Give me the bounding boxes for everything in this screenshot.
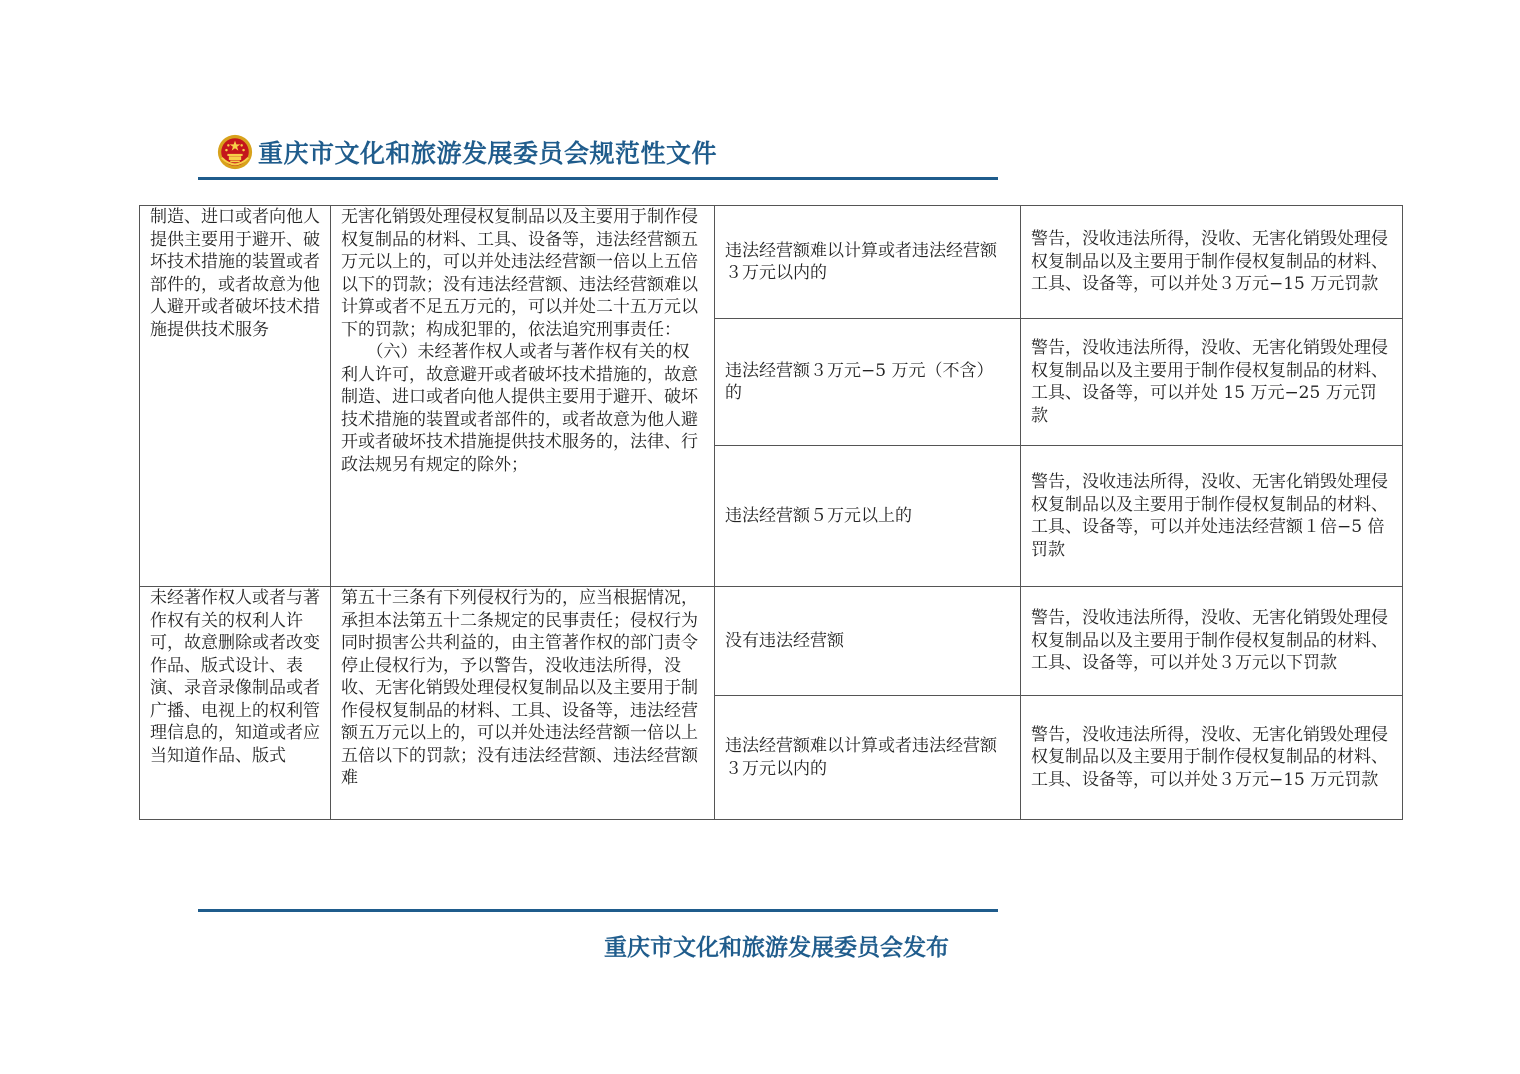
table-row bbox=[140, 587, 1403, 696]
legal-basis-cell: 无害化销毁处理侵权复制品以及主要用于制作侵权复制品的材料、工具、设备等，违法经营额五万元以上的，可以并处违法经营额一倍以上五倍以下的罚款；没有违法经营额、违法经营额难以计算或者不足五万元的，可以并处二十五万元以下的罚款；构成犯罪的，依法追究刑事责任： （六）未经著作权人或者与著作权有关的权利人许可，故意避开或者破坏技术措施的，故意制造、进口或者向他人提供主要用于避开、破坏技术措施的装置或者部件的，或者故意为他人避开或者破坏技术措施提供技术服务的，法律、行政法规另有规定的除外； bbox=[331, 206, 715, 587]
behavior-cell: 未经著作权人或者与著作权有关的权利人许可，故意删除或者改变作品、版式设计、表演、录音录像制品或者广播、电视上的权利管理信息的，知道或者应当知道作品、版式 bbox=[140, 587, 331, 820]
document-header bbox=[216, 130, 717, 174]
behavior-cell: 制造、进口或者向他人提供主要用于避开、破坏技术措施的装置或者部件的，或者故意为他人避开或者破坏技术措施提供技术服务 bbox=[140, 206, 331, 587]
penalty-cell: 警告，没收违法所得，没收、无害化销毁处理侵权复制品以及主要用于制作侵权复制品的材料、工具、设备等，可以并处 15 万元−25 万元罚款 bbox=[1021, 319, 1403, 446]
penalty-cell: 警告，没收违法所得，没收、无害化销毁处理侵权复制品以及主要用于制作侵权复制品的材料、工具、设备等，可以并处违法经营额１倍−5 倍罚款 bbox=[1021, 446, 1403, 587]
circumstance-cell: 违法经营额难以计算或者违法经营额３万元以内的 bbox=[715, 696, 1021, 820]
table-row bbox=[140, 206, 1403, 319]
penalty-cell: 警告，没收违法所得，没收、无害化销毁处理侵权复制品以及主要用于制作侵权复制品的材料、工具、设备等，可以并处３万元以下罚款 bbox=[1021, 587, 1403, 696]
publisher-footer: 重庆市文化和旅游发展委员会发布 bbox=[604, 935, 949, 961]
header-divider bbox=[198, 177, 998, 180]
document-header-title: 重庆市文化和旅游发展委员会规范性文件 bbox=[258, 139, 718, 168]
penalty-cell: 警告，没收违法所得，没收、无害化销毁处理侵权复制品以及主要用于制作侵权复制品的材料、工具、设备等，可以并处３万元−15 万元罚款 bbox=[1021, 696, 1403, 820]
penalty-table bbox=[139, 205, 1403, 820]
national-emblem-icon bbox=[216, 133, 254, 171]
footer-divider bbox=[198, 909, 998, 912]
legal-basis-cell: 第五十三条有下列侵权行为的，应当根据情况，承担本法第五十二条规定的民事责任；侵权行为同时损害公共利益的，由主管著作权的部门责令停止侵权行为，予以警告，没收违法所得，没收、无害化销毁处理侵权复制品以及主要用于制作侵权复制品的材料、工具、设备等，违法经营额五万元以上的，可以并处违法经营额一倍以上五倍以下的罚款；没有违法经营额、违法经营额难 bbox=[331, 587, 715, 820]
circumstance-cell: 违法经营额难以计算或者违法经营额３万元以内的 bbox=[715, 206, 1021, 319]
circumstance-cell: 违法经营额５万元以上的 bbox=[715, 446, 1021, 587]
circumstance-cell: 违法经营额３万元−5 万元（不含）的 bbox=[715, 319, 1021, 446]
penalty-cell: 警告，没收违法所得，没收、无害化销毁处理侵权复制品以及主要用于制作侵权复制品的材料、工具、设备等，可以并处３万元−15 万元罚款 bbox=[1021, 206, 1403, 319]
circumstance-cell: 没有违法经营额 bbox=[715, 587, 1021, 696]
